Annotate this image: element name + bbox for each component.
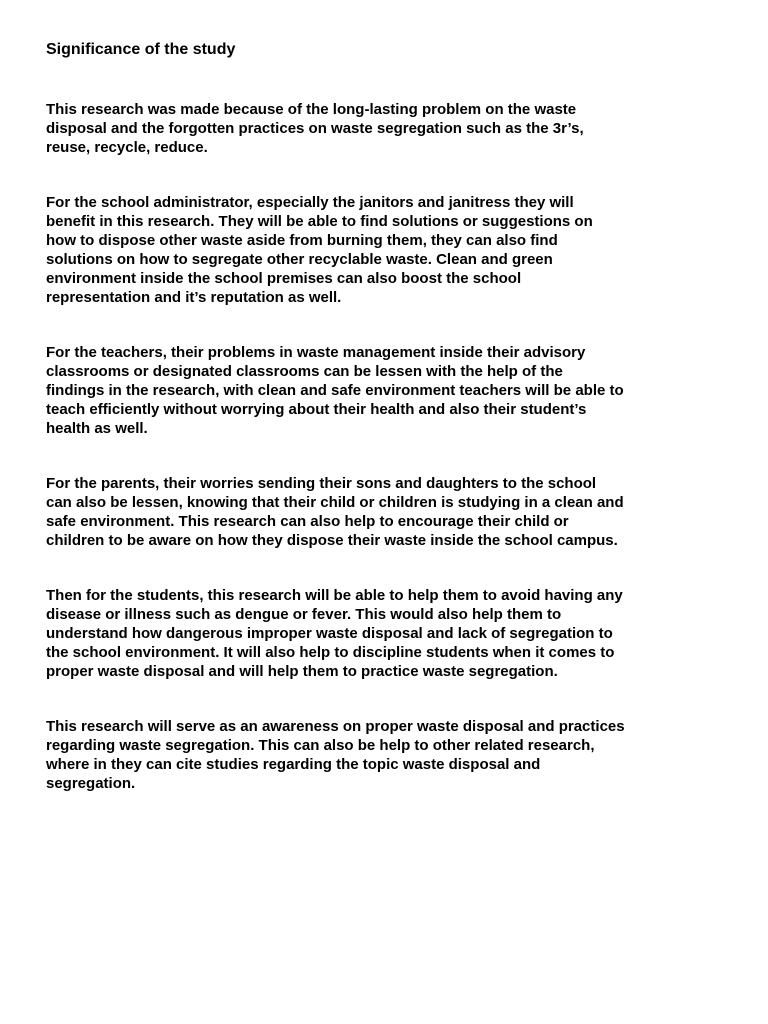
paragraph-parents: For the parents, their worries sending their sons and daughters to the school can also be lessen, knowing that their child or children is studying in a clean and safe environment. This research can also help to encourage their child or children to be aware on how they dispose their waste inside the school campus. <box>46 475 624 549</box>
page-title: Significance of the study <box>46 41 236 58</box>
paragraph-students: Then for the students, this research will be able to help them to avoid having any disease or illness such as dengue or fever. This would also help them to understand how dangerous improper waste disposal and lack of segregation to the school environment. It will also help to discipline students when it comes to proper waste disposal and will help them to practice waste segregation. <box>46 587 623 680</box>
paragraph-intro: This research was made because of the long-lasting problem on the waste disposal and the forgotten practices on waste segregation such as the 3r’s, reuse, recycle, reduce. <box>46 101 584 156</box>
paragraph-school-administrator: For the school administrator, especially the janitors and janitress they will benefit in this research. They will be able to find solutions or suggestions on how to dispose other waste aside from burning them, they can also find solutions on how to segregate other recyclable waste. Clean and green environment inside the school premises can also boost the school representation and it’s reputation as well. <box>46 194 593 306</box>
paragraph-teachers: For the teachers, their problems in waste management inside their advisory classrooms or designated classrooms can be lessen with the help of the findings in the research, with clean and safe environment teachers will be able to teach efficiently without worrying about their health and also their student’s health as well. <box>46 344 624 437</box>
paragraph-awareness: This research will serve as an awareness on proper waste disposal and practices regarding waste segregation. This can also be help to other related research, where in they can cite studies regarding the topic waste disposal and segregation. <box>46 718 625 792</box>
